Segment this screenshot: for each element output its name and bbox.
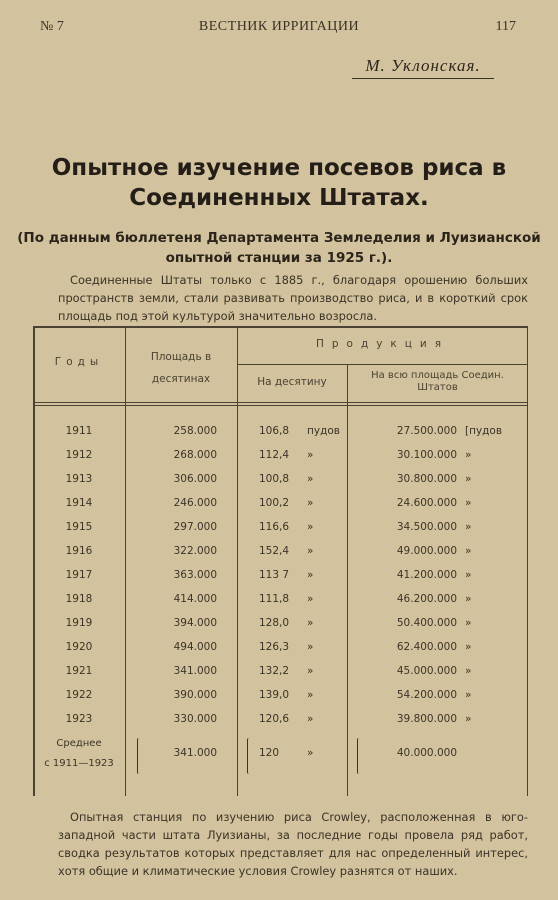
article-title (0, 153, 558, 213)
cell-total: 54.200.000 (396, 689, 457, 701)
header-bottom-rule (33, 402, 528, 403)
average-brace-2 (247, 738, 251, 774)
cell-total-unit: » (465, 497, 472, 509)
issue-number: № 7 (40, 19, 64, 34)
table-row (33, 497, 528, 517)
table-row (33, 425, 528, 445)
cell-total: 24.600.000 (396, 497, 457, 509)
crowley-paragraph: Опытная станция по изучению риса Crowley, расположенная в юго-западной части штата Луизианы, за последние годы провела ряд работ, сводка результатов которых представляет для нас определенный интерес, хотя общие и климатические условия Crowley разнятся от наших. (58, 810, 528, 878)
cell-total: 46.200.000 (396, 593, 457, 605)
cell-per-unit: » (307, 641, 314, 653)
production-subheader-rule (237, 364, 528, 365)
cell-total: 62.400.000 (396, 641, 457, 653)
cell-per-unit: » (307, 521, 314, 533)
intro-paragraph: Соединенные Штаты только с 1885 г., благодаря орошению больших пространств земли, стали развивать производство риса, и в короткий срок площадь под этой культурой значительно возросла. (58, 273, 528, 323)
cell-per-desyatina: 132,2 (259, 665, 290, 677)
cell-total-unit: » (465, 617, 472, 629)
cell-year: 1913 (65, 473, 93, 485)
table-row (33, 689, 528, 709)
header-years: Годы (54, 356, 104, 368)
cell-year: 1912 (65, 449, 93, 461)
average-label-line-2: с 1911—1923 (44, 758, 114, 769)
cell-total: 27.500.000 (396, 425, 457, 437)
cell-total-unit: » (465, 689, 472, 701)
header-production: Продукция (315, 338, 450, 350)
rice-production-table (33, 326, 528, 796)
cell-per-desyatina: 126,3 (259, 641, 290, 653)
article-title-line-2: Соединенных Штатах. (129, 185, 429, 211)
cell-total: 41.200.000 (396, 569, 457, 581)
cell-per-unit: » (307, 569, 314, 581)
header-area-line-2: десятинах (151, 373, 211, 385)
article-subtitle (0, 228, 558, 268)
cell-per-unit: » (307, 617, 314, 629)
table-row (33, 545, 528, 565)
cell-total: 45.000.000 (396, 665, 457, 677)
cell-total: 34.500.000 (396, 521, 457, 533)
cell-total-unit: » (465, 713, 472, 725)
cell-per-desyatina: 128,0 (259, 617, 290, 629)
header-area (125, 346, 237, 390)
article-subtitle-line-2: опытной станции за 1925 г.). (165, 250, 393, 266)
header-total-line-1: На всю площадь Соедин. (371, 370, 504, 381)
average-row (33, 747, 528, 767)
cell-area: 330.000 (173, 713, 217, 725)
cell-year: 1923 (65, 713, 93, 725)
average-label-line-1: Среднее (56, 738, 102, 749)
table-row (33, 449, 528, 469)
cell-area: 341.000 (173, 665, 217, 677)
author-name: М. Уклонская. (352, 54, 494, 79)
cell-year: 1914 (65, 497, 93, 509)
cell-year: 1920 (65, 641, 93, 653)
cell-area: 494.000 (173, 641, 217, 653)
cell-year: 1922 (65, 689, 93, 701)
cell-total-unit: » (465, 569, 472, 581)
cell-total-unit: » (465, 665, 472, 677)
cell-total-unit: » (465, 473, 472, 485)
cell-area: 297.000 (173, 521, 217, 533)
average-brace-3 (357, 738, 361, 774)
header-bottom-rule-2 (33, 405, 528, 406)
header-total (347, 370, 528, 394)
article-title-line-1: Опытное изучение посевов риса в (51, 155, 507, 181)
header-total-line-2: Штатов (417, 382, 458, 393)
cell-per-desyatina: 111,8 (259, 593, 290, 605)
cell-per-desyatina: 106,8 (259, 425, 290, 437)
cell-area: 363.000 (173, 569, 217, 581)
cell-area: 268.000 (173, 449, 217, 461)
cell-area: 322.000 (173, 545, 217, 557)
cell-year: 1921 (65, 665, 93, 677)
cell-year: 1915 (65, 521, 93, 533)
cell-total-unit: [пудов (465, 425, 503, 437)
table-row (33, 521, 528, 541)
journal-title: ВЕСТНИК ИРРИГАЦИИ (198, 19, 360, 34)
cell-total: 49.000.000 (396, 545, 457, 557)
table-row (33, 713, 528, 733)
cell-area: 246.000 (173, 497, 217, 509)
cell-area: 414.000 (173, 593, 217, 605)
cell-per-desyatina: 139,0 (259, 689, 290, 701)
average-per: 120 (259, 747, 280, 759)
table-row (33, 641, 528, 661)
cell-per-unit: » (307, 593, 314, 605)
average-per-unit: » (307, 747, 314, 759)
cell-per-unit: » (307, 473, 314, 485)
cell-per-unit: » (307, 665, 314, 677)
cell-per-desyatina: 100,8 (259, 473, 290, 485)
cell-per-unit: » (307, 713, 314, 725)
cell-year: 1911 (65, 425, 93, 437)
cell-total-unit: » (465, 641, 472, 653)
average-total: 40.000.000 (396, 747, 457, 759)
cell-year: 1918 (65, 593, 93, 605)
cell-per-desyatina: 100,2 (259, 497, 290, 509)
average-area: 341.000 (173, 747, 217, 759)
cell-per-desyatina: 113 7 (259, 569, 290, 581)
cell-total-unit: » (465, 593, 472, 605)
cell-year: 1916 (65, 545, 93, 557)
cell-total: 50.400.000 (396, 617, 457, 629)
cell-year: 1919 (65, 617, 93, 629)
table-top-border (33, 326, 528, 328)
cell-area: 306.000 (173, 473, 217, 485)
cell-per-unit: пудов (307, 425, 340, 437)
cell-per-desyatina: 152,4 (259, 545, 290, 557)
cell-total: 39.800.000 (396, 713, 457, 725)
article-subtitle-line-1: (По данным бюллетеня Департамента Земледелия и Луизианской (17, 230, 541, 246)
cell-per-desyatina: 120,6 (259, 713, 290, 725)
cell-total-unit: » (465, 449, 472, 461)
cell-total: 30.800.000 (396, 473, 457, 485)
header-per-desyatina: На десятину (257, 376, 327, 388)
cell-per-unit: » (307, 689, 314, 701)
page-number: 117 (495, 19, 516, 34)
page-header (0, 19, 558, 39)
table-row (33, 593, 528, 613)
cell-total-unit: » (465, 521, 472, 533)
cell-area: 258.000 (173, 425, 217, 437)
header-area-line-1: Площадь в (150, 351, 212, 363)
cell-per-desyatina: 116,6 (259, 521, 290, 533)
cell-per-unit: » (307, 545, 314, 557)
cell-total-unit: » (465, 545, 472, 557)
cell-per-desyatina: 112,4 (259, 449, 290, 461)
table-row (33, 569, 528, 589)
table-row (33, 473, 528, 493)
table-row (33, 665, 528, 685)
cell-area: 390.000 (173, 689, 217, 701)
cell-total: 30.100.000 (396, 449, 457, 461)
table-row (33, 617, 528, 637)
cell-per-unit: » (307, 449, 314, 461)
cell-per-unit: » (307, 497, 314, 509)
cell-area: 394.000 (173, 617, 217, 629)
cell-year: 1917 (65, 569, 93, 581)
